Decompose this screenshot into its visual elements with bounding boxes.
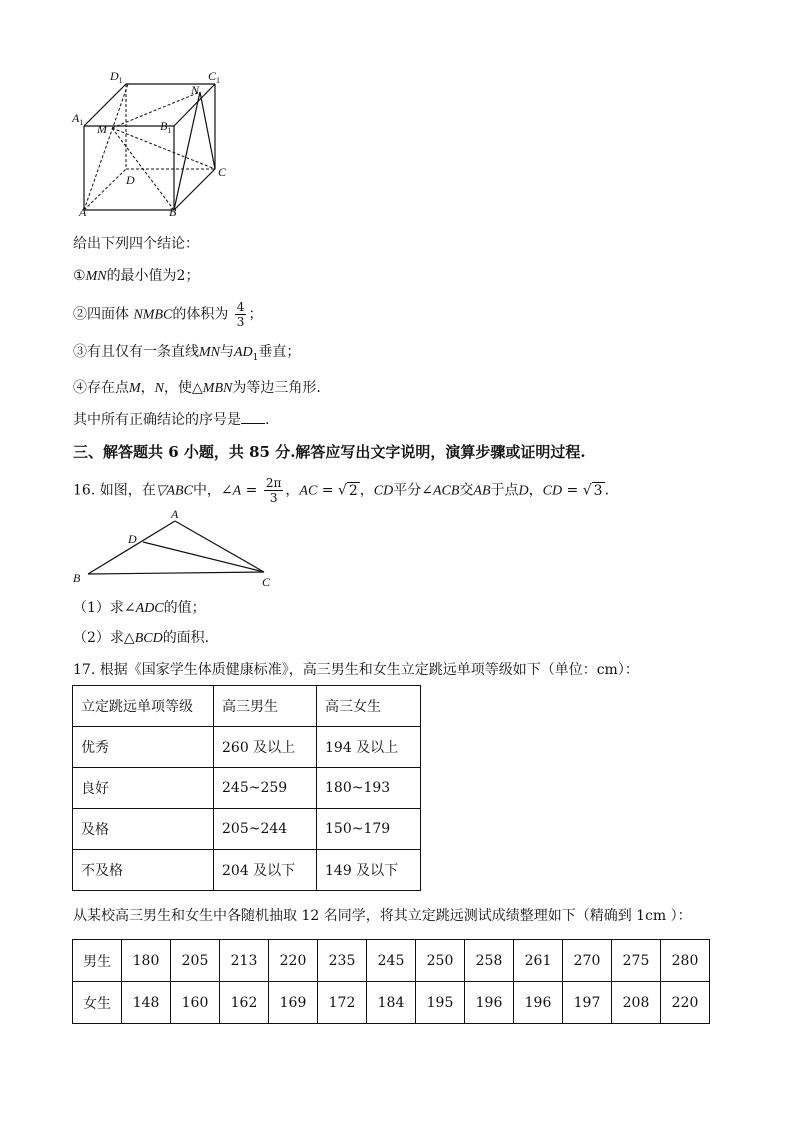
table-cell: 250 [416, 940, 465, 982]
table-cell: 220 [269, 940, 318, 982]
row-label: 女生 [73, 982, 122, 1024]
label-a: A [79, 205, 87, 219]
conclusion-1: ①MN的最小值为2； [73, 268, 200, 284]
conclusion-2: ②四面体 NMBC的体积为 $\frac{4}{3}$ ； [73, 300, 263, 329]
conclusions-intro: 给出下列四个结论： [73, 236, 199, 252]
table-cell: 180~193 [317, 768, 421, 809]
table-cell: 235 [318, 940, 367, 982]
sample-intro: 从某校高三男生和女生中各随机抽取 12 名同学，将其立定跳远测试成绩整理如下（精确到 1cm ）： [73, 908, 692, 924]
table-cell: 280 [661, 940, 710, 982]
table-cell: 270 [563, 940, 612, 982]
conclusion-3: ③有且仅有一条直线MN与$AD_1$垂直； [73, 344, 301, 363]
table-cell: 258 [465, 940, 514, 982]
table-cell: 220 [661, 982, 710, 1024]
table-cell: 162 [220, 982, 269, 1024]
table-row [73, 727, 421, 768]
tri-label-d: D [128, 532, 137, 546]
table-cell: 160 [171, 982, 220, 1024]
table-cell: 184 [367, 982, 416, 1024]
conclusion-4: ④存在点M，N，使△MBN为等边三角形. [73, 380, 321, 396]
label-b: B [169, 205, 177, 219]
table-cell: 不及格 [73, 850, 214, 891]
table-cell: 205 [171, 940, 220, 982]
q16-part2: （2）求△BCD的面积. [73, 630, 210, 646]
table-cell: 195 [416, 982, 465, 1024]
table-row [73, 686, 421, 727]
table-cell: 197 [563, 982, 612, 1024]
table-cell: 150~179 [317, 809, 421, 850]
question-answer: 其中所有正确结论的序号是 . [73, 412, 270, 428]
table-row [73, 850, 421, 891]
label-a1: $A_1$ [72, 111, 84, 127]
table-row [73, 940, 710, 982]
q17-intro: 17. 根据《国家学生体质健康标准》，高三男生和女生立定跳远单项等级如下（单位：cm）： [73, 662, 639, 678]
table-cell: 180 [122, 940, 171, 982]
label-b1: $B_1$ [160, 119, 172, 135]
table-cell: 148 [122, 982, 171, 1024]
table-cell: 172 [318, 982, 367, 1024]
tri-label-a: A [171, 507, 179, 521]
table-header: 高三女生 [317, 686, 421, 727]
triangle-figure [70, 506, 280, 592]
table-cell: 196 [465, 982, 514, 1024]
table-row [73, 982, 710, 1024]
table-cell: 194 及以上 [317, 727, 421, 768]
table-cell: 260 及以上 [214, 727, 317, 768]
table-header: 立定跳远单项等级 [73, 686, 214, 727]
table-cell: 204 及以下 [214, 850, 317, 891]
row-label: 男生 [73, 940, 122, 982]
table-cell: 169 [269, 982, 318, 1024]
label-d: D [126, 173, 135, 187]
label-c1: $C_1$ [208, 69, 221, 85]
table-cell: 149 及以下 [317, 850, 421, 891]
table-row [73, 809, 421, 850]
grade-table [72, 685, 421, 891]
fraction-2pi-3: $\frac{2\pi}{3}$ [265, 476, 282, 505]
section-header: 三、解答题共 6 小题，共 85 分.解答应写出文字说明，演算步骤或证明过程. [73, 443, 586, 461]
table-cell: 261 [514, 940, 563, 982]
table-cell: 优秀 [73, 727, 214, 768]
table-cell: 196 [514, 982, 563, 1024]
cube-figure [70, 66, 240, 222]
score-table [72, 939, 710, 1024]
label-d1: $D_1$ [110, 69, 123, 85]
q16-part1: （1）求∠ADC的值； [73, 600, 206, 616]
table-cell: 245 [367, 940, 416, 982]
tri-label-c: C [262, 575, 271, 589]
table-cell: 275 [612, 940, 661, 982]
table-cell: 245~259 [214, 768, 317, 809]
label-m: M [97, 122, 107, 136]
answer-blank[interactable] [241, 411, 265, 424]
table-row [73, 768, 421, 809]
table-cell: 及格 [73, 809, 214, 850]
label-n: N [191, 83, 200, 97]
fraction-4-3: $\frac{4}{3}$ [236, 300, 245, 329]
table-cell: 良好 [73, 768, 214, 809]
label-c: C [218, 165, 227, 179]
table-header: 高三男生 [214, 686, 317, 727]
table-cell: 205~244 [214, 809, 317, 850]
table-cell: 208 [612, 982, 661, 1024]
table-cell: 213 [220, 940, 269, 982]
tri-label-b: B [73, 571, 81, 585]
question-16: 16. 如图，在▽ABC中，∠A = $\frac{2\pi}{3}$ ，AC = √ 2 ，CD平分∠ACB交AB于点D，CD = √ 3 . [73, 476, 610, 505]
